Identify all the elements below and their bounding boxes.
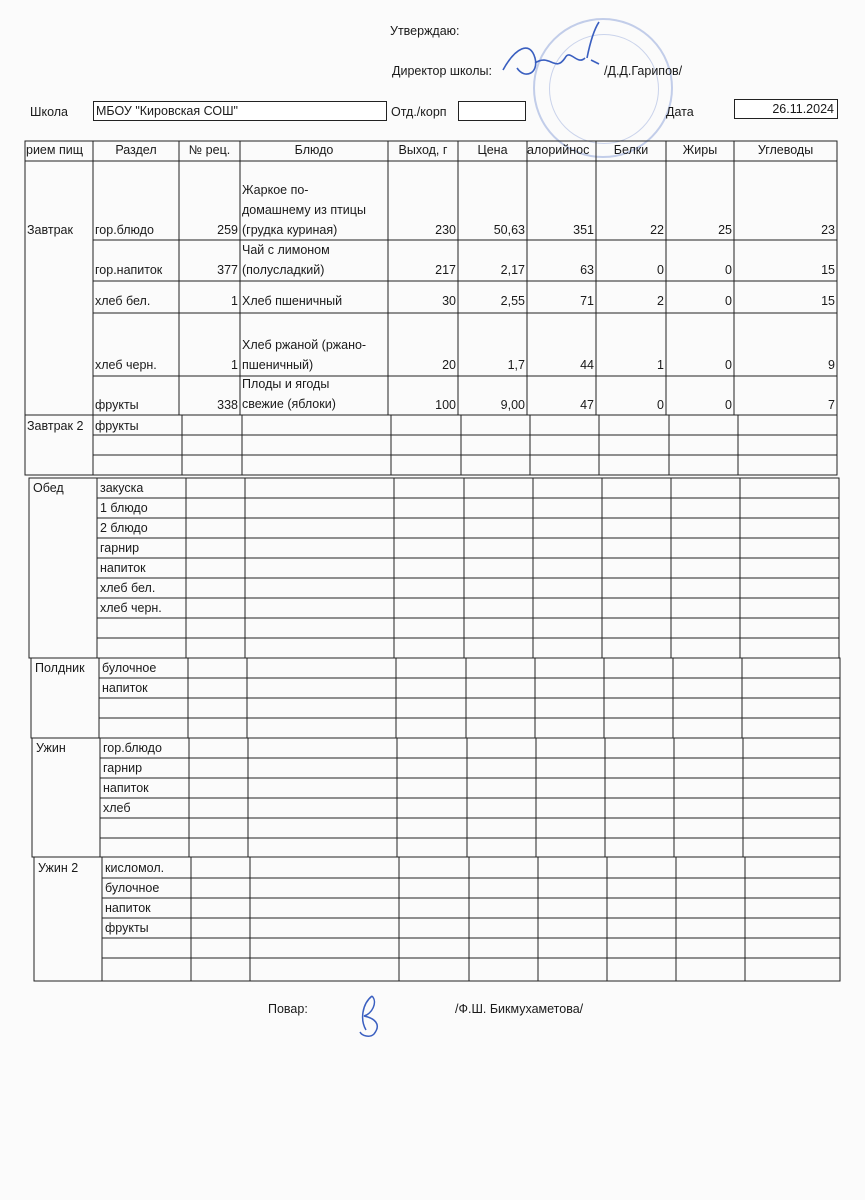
breakfast-dish <box>240 243 388 278</box>
meal-dinner-2: Ужин 2 <box>38 861 79 875</box>
lunch-section: хлеб бел. <box>100 581 156 595</box>
lunch-section: 1 блюдо <box>100 501 148 515</box>
breakfast-calories: 71 <box>580 294 594 308</box>
dinner-section: гарнир <box>103 761 143 775</box>
dinner-section: напиток <box>103 781 149 795</box>
col-header-fat: Жиры <box>682 143 718 157</box>
breakfast-dish <box>240 183 388 238</box>
meal-dinner: Ужин <box>36 741 66 755</box>
col-header-dish: Блюдо <box>294 143 334 157</box>
breakfast-calories: 47 <box>580 398 594 412</box>
col-header-recipe: № рец. <box>188 143 231 157</box>
dish-line: домашнему из птицы <box>242 203 366 217</box>
col-header-calories: алорийнос <box>527 143 590 157</box>
dinner-section: хлеб <box>103 801 131 815</box>
dinner2-section: кисломол. <box>105 861 165 875</box>
breakfast-output: 230 <box>435 223 456 237</box>
breakfast-carbs: 15 <box>821 294 835 308</box>
breakfast-protein: 22 <box>650 223 664 237</box>
lunch-section: напиток <box>100 561 146 575</box>
breakfast-output: 217 <box>435 263 456 277</box>
breakfast-recipe: 338 <box>217 398 238 412</box>
dish-line: (полусладкий) <box>242 263 325 277</box>
dish-line: Хлеб пшеничный <box>242 294 343 308</box>
date-label: Дата <box>666 105 694 119</box>
breakfast-calories: 351 <box>573 223 594 237</box>
director-label: Директор школы: <box>392 64 492 78</box>
breakfast-recipe: 1 <box>231 358 238 372</box>
breakfast-price: 9,00 <box>500 398 525 412</box>
breakfast-carbs: 9 <box>828 358 835 372</box>
snack-section: булочное <box>102 661 157 675</box>
breakfast-protein: 0 <box>657 398 664 412</box>
dept-label: Отд./корп <box>391 105 447 119</box>
breakfast-dish <box>240 338 388 373</box>
dinner2-section: напиток <box>105 901 151 915</box>
date-value: 26.11.2024 <box>772 102 834 116</box>
dish-line: пшеничный) <box>242 358 314 372</box>
breakfast-price: 50,63 <box>493 223 525 237</box>
breakfast-price: 2,17 <box>500 263 525 277</box>
meal-breakfast-2: Завтрак 2 <box>27 419 84 433</box>
col-header-protein: Белки <box>613 143 649 157</box>
dish-line: (грудка куриная) <box>242 223 338 237</box>
dish-line: Хлеб ржаной (ржано- <box>242 338 367 352</box>
breakfast-output: 20 <box>442 358 456 372</box>
breakfast-calories: 63 <box>580 263 594 277</box>
breakfast-price: 2,55 <box>500 294 525 308</box>
col-header-carbs: Углеводы <box>757 143 814 157</box>
breakfast-section: гор.напиток <box>95 263 163 277</box>
snack-section: напиток <box>102 681 148 695</box>
cook-name: /Ф.Ш. Бикмухаметова/ <box>455 1002 584 1016</box>
breakfast-section: фрукты <box>95 398 139 412</box>
school-value: МБОУ "Кировская СОШ" <box>96 104 238 118</box>
breakfast-dish <box>240 377 388 412</box>
approve-label: Утверждаю: <box>390 24 460 38</box>
lunch-section: гарнир <box>100 541 140 555</box>
lunch-section: хлеб черн. <box>100 601 162 615</box>
breakfast-output: 100 <box>435 398 456 412</box>
meal-breakfast: Завтрак <box>27 223 73 237</box>
school-label: Школа <box>30 105 68 119</box>
director-name: /Д.Д.Гарипов/ <box>604 64 683 78</box>
dinner2-section: булочное <box>105 881 160 895</box>
col-header-section: Раздел <box>115 143 157 157</box>
breakfast-dish <box>240 294 388 309</box>
breakfast-output: 30 <box>442 294 456 308</box>
breakfast-fat: 0 <box>725 398 732 412</box>
breakfast-price: 1,7 <box>507 358 525 372</box>
breakfast-fat: 0 <box>725 358 732 372</box>
lunch-section: закуска <box>100 481 144 495</box>
breakfast2-section: фрукты <box>95 419 139 433</box>
dinner-section: гор.блюдо <box>103 741 162 755</box>
dinner2-section: фрукты <box>105 921 149 935</box>
meal-lunch: Обед <box>33 481 64 495</box>
breakfast-section: гор.блюдо <box>95 223 154 237</box>
breakfast-recipe: 259 <box>217 223 238 237</box>
cook-label: Повар: <box>268 1002 308 1016</box>
breakfast-section: хлеб бел. <box>95 294 151 308</box>
breakfast-carbs: 23 <box>821 223 835 237</box>
breakfast-protein: 2 <box>657 294 664 308</box>
meal-snack: Полдник <box>35 661 85 675</box>
dish-line: Жаркое по- <box>242 183 309 197</box>
breakfast-calories: 44 <box>580 358 594 372</box>
dish-line: Чай с лимоном <box>242 243 330 257</box>
breakfast-protein: 0 <box>657 263 664 277</box>
dish-line: свежие (яблоки) <box>242 397 336 411</box>
cook-signature <box>352 990 392 1040</box>
breakfast-section: хлеб черн. <box>95 358 157 372</box>
breakfast-fat: 0 <box>725 294 732 308</box>
breakfast-protein: 1 <box>657 358 664 372</box>
breakfast-carbs: 7 <box>828 398 835 412</box>
breakfast-fat: 25 <box>718 223 732 237</box>
col-header-output: Выход, г <box>398 143 448 157</box>
breakfast-recipe: 1 <box>231 294 238 308</box>
breakfast-fat: 0 <box>725 263 732 277</box>
breakfast-recipe: 377 <box>217 263 238 277</box>
col-header-price: Цена <box>477 143 508 157</box>
lunch-section: 2 блюдо <box>100 521 148 535</box>
col-header-meal: рием пищ <box>26 143 83 157</box>
breakfast-carbs: 15 <box>821 263 835 277</box>
dish-line: Плоды и ягоды <box>242 377 330 391</box>
